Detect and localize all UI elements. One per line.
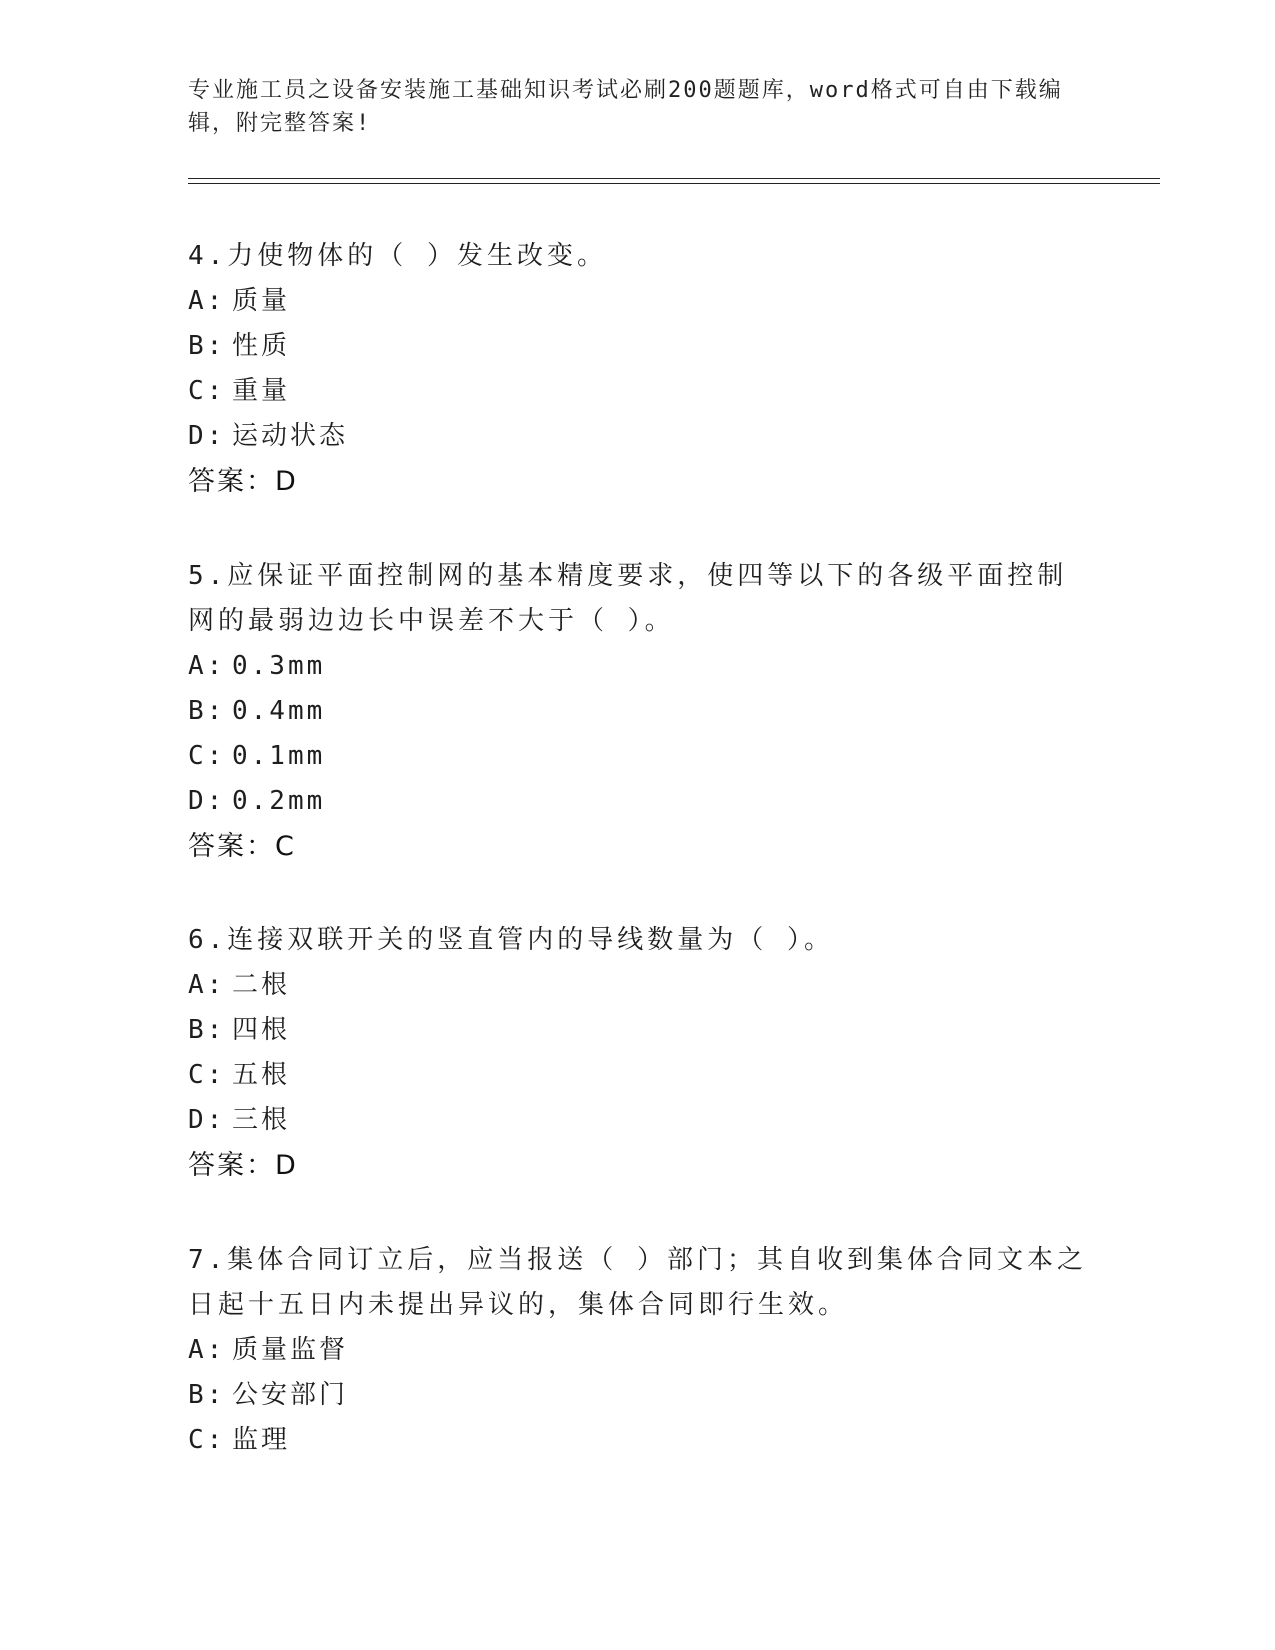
option-text: 0.4mm — [232, 696, 326, 726]
question-stem: 7.集体合同订立后，应当报送（ ）部门；其自收到集体合同文本之日起十五日内未提出异议的，集体合同即行生效。 — [188, 1245, 1087, 1320]
option-text: 0.2mm — [232, 786, 326, 816]
option-b — [188, 689, 1088, 734]
option-key: B: — [188, 1380, 226, 1410]
option-c — [188, 1053, 1088, 1098]
option-c — [188, 369, 1088, 414]
option-b — [188, 1008, 1088, 1053]
option-c — [188, 734, 1088, 779]
option-text: 0.3mm — [232, 651, 326, 681]
question-7 — [188, 1238, 1088, 1463]
option-key: A: — [188, 286, 226, 316]
option-key: A: — [188, 970, 226, 1000]
question-4 — [188, 234, 1088, 504]
option-key: C: — [188, 741, 226, 771]
option-a — [188, 1328, 1088, 1373]
option-b — [188, 324, 1088, 369]
header-rule-bottom — [188, 183, 1160, 184]
option-text: 四根 — [232, 1015, 291, 1045]
option-d — [188, 1098, 1088, 1143]
option-a — [188, 963, 1088, 1008]
option-text: 二根 — [232, 970, 291, 1000]
option-key: C: — [188, 1425, 226, 1455]
option-key: B: — [188, 331, 226, 361]
option-text: 重量 — [232, 376, 291, 406]
option-key: A: — [188, 651, 226, 681]
answer: 答案：C — [188, 831, 296, 862]
document-header: 专业施工员之设备安装施工基础知识考试必刷200题题库，word格式可自由下载编辑，附完整答案! — [188, 78, 1063, 136]
option-key: C: — [188, 376, 226, 406]
option-key: D: — [188, 786, 226, 816]
option-a — [188, 644, 1088, 689]
option-text: 质量 — [232, 286, 291, 316]
option-key: D: — [188, 1105, 226, 1135]
option-key: A: — [188, 1335, 226, 1365]
option-key: C: — [188, 1060, 226, 1090]
option-text: 公安部门 — [232, 1380, 349, 1410]
question-stem: 4.力使物体的（ ）发生改变。 — [188, 241, 607, 271]
question-5 — [188, 554, 1088, 869]
question-6 — [188, 918, 1088, 1188]
option-d — [188, 414, 1088, 459]
option-key: B: — [188, 696, 226, 726]
option-a — [188, 279, 1088, 324]
option-text: 五根 — [232, 1060, 291, 1090]
option-text: 监理 — [232, 1425, 291, 1455]
question-stem: 5.应保证平面控制网的基本精度要求，使四等以下的各级平面控制网的最弱边边长中误差不大于（ ）。 — [188, 561, 1068, 636]
option-text: 0.1mm — [232, 741, 326, 771]
header-rule-top — [188, 178, 1160, 179]
option-b — [188, 1373, 1088, 1418]
option-text: 运动状态 — [232, 421, 349, 451]
option-d — [188, 779, 1088, 824]
answer: 答案：D — [188, 466, 298, 497]
option-key: B: — [188, 1015, 226, 1045]
question-stem: 6.连接双联开关的竖直管内的导线数量为（ ）。 — [188, 925, 834, 955]
option-text: 性质 — [232, 331, 291, 361]
option-c — [188, 1418, 1088, 1463]
option-text: 三根 — [232, 1105, 291, 1135]
answer: 答案：D — [188, 1150, 298, 1181]
option-text: 质量监督 — [232, 1335, 349, 1365]
option-key: D: — [188, 421, 226, 451]
